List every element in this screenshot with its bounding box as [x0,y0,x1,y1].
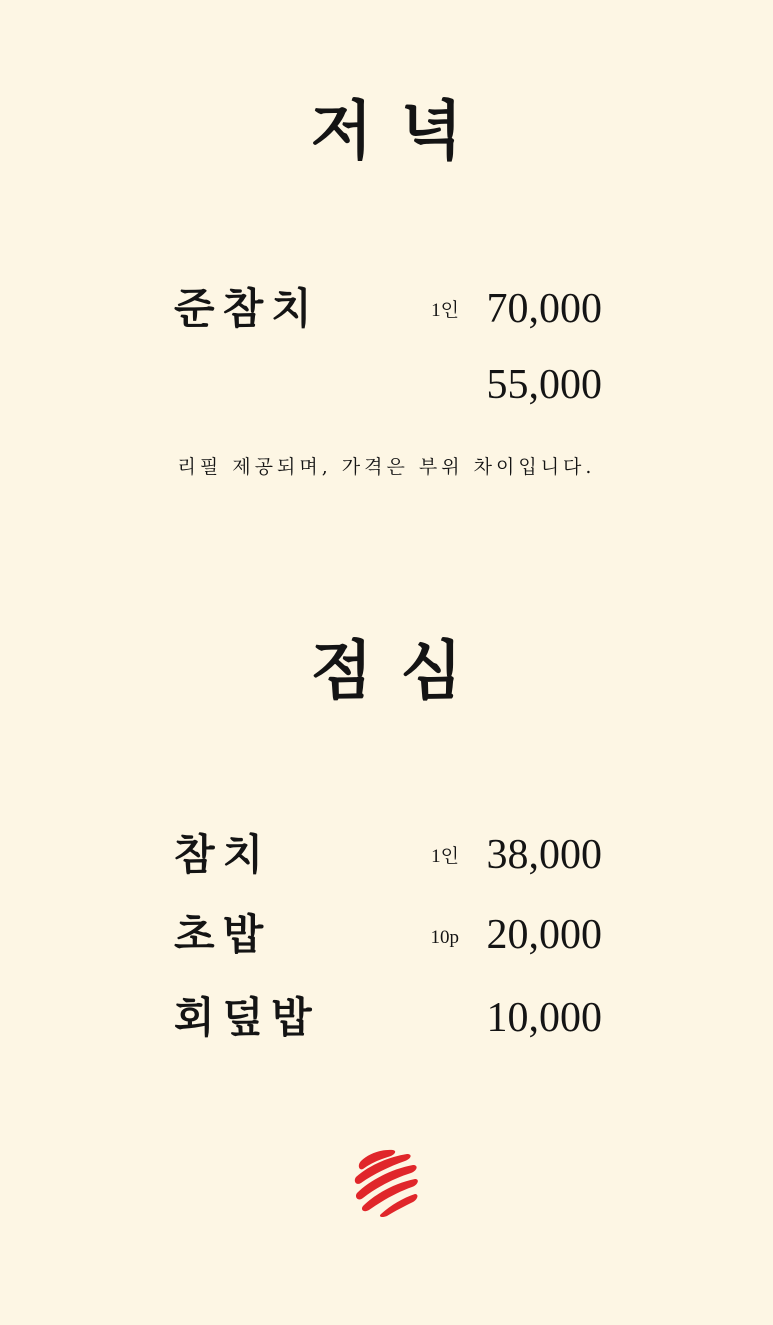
lunch-section-title: 점심 [310,634,491,709]
menu-item-name: 참치 [174,830,272,879]
red-brushstroke-logo-icon [353,1147,419,1217]
menu-item-price: 20,000 [486,912,602,958]
menu-item-name: 회덮밥 [174,993,320,1042]
menu-item-unit: 1인 [431,846,459,867]
menu-item-price: 55,000 [486,362,602,408]
menu-item-name: 초밥 [174,910,272,959]
menu-item-price: 38,000 [486,832,602,878]
menu-item-price: 10,000 [486,995,602,1041]
dinner-section-title: 저녁 [310,94,491,169]
menu-item-price: 70,000 [486,286,602,332]
menu-item-unit: 10p [430,927,459,948]
menu-item-name: 준참치 [174,284,320,333]
menu-item-unit: 1인 [431,300,459,321]
dinner-note: 리필 제공되며, 가격은 부위 차이입니다. [177,456,596,478]
